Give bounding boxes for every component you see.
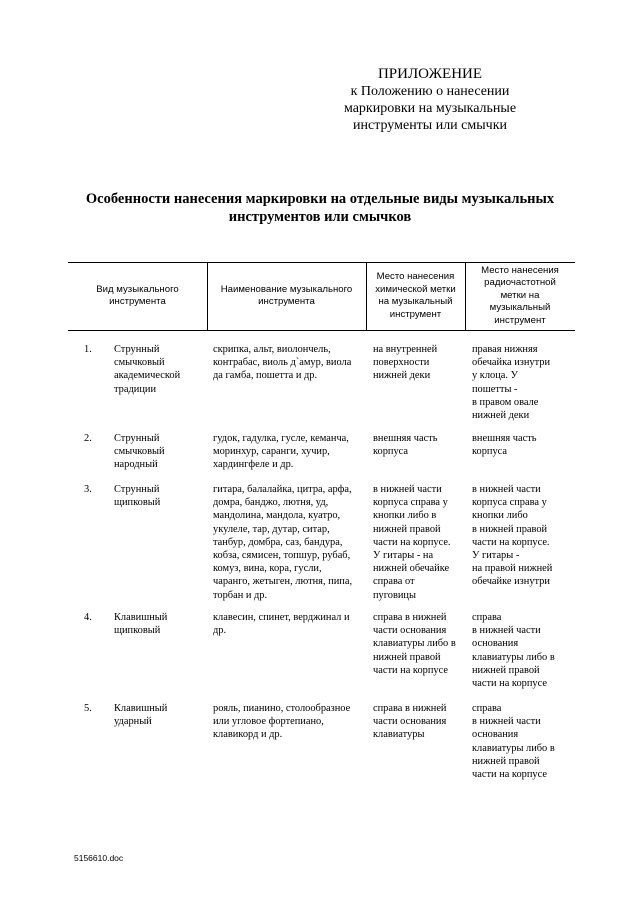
header-instrument-type: Вид музыкального инструмента [96, 283, 179, 307]
row-number: 1. [84, 344, 92, 355]
row-number: 3. [84, 484, 92, 495]
document-heading [60, 190, 580, 226]
row-number: 5. [84, 703, 92, 714]
document-filename: 5156610.doc [74, 853, 124, 863]
header-instrument-name: Наименование музыкального инструмента [220, 283, 353, 307]
row-radio-mark-location: справа в нижней части основания клавиатуры либо в нижней правой части на корпусе [472, 612, 555, 690]
header-radio-mark: Место нанесения радиочастотной метки на музыкальный инструмент [481, 264, 559, 326]
row-instrument-type: Клавишный щипковый [114, 612, 168, 637]
row-instrument-type: Струнный щипковый [114, 484, 161, 509]
row-radio-mark-location: справа в нижней части основания клавиатуры либо в нижней правой части на корпусе [472, 703, 555, 781]
row-number: 4. [84, 612, 92, 623]
row-number: 2. [84, 433, 92, 444]
row-instrument-type: Струнный смычковый академической традиции [114, 344, 181, 395]
row-instrument-type: Струнный смычковый народный [114, 433, 165, 471]
row-chemical-mark-location: на внутренней поверхности нижней деки [373, 344, 438, 382]
table-header-bottom-rule [68, 330, 575, 331]
heading-line-1: Особенности нанесения маркировки на отдельные виды музыкальных [85, 191, 555, 207]
row-instrument-names: клавесин, спинет, верджинал и др. [213, 612, 350, 637]
row-chemical-mark-location: справа в нижней части основания клавиатуры [373, 703, 447, 741]
row-radio-mark-location: правая нижняя обечайка изнутри у клоца. У пошетты - в правом овале нижней деки [472, 344, 551, 422]
row-instrument-type: Клавишный ударный [114, 703, 168, 728]
heading-line-2: инструментов или смычков [228, 209, 412, 225]
row-instrument-names: рояль, пианино, столообразное или угловое фортепиано, клавикорд и др. [213, 703, 351, 741]
appendix-line: к Положению о нанесении [350, 84, 510, 99]
appendix-block [330, 66, 530, 134]
appendix-line: маркировки на музыкальные [343, 101, 517, 116]
row-radio-mark-location: внешняя часть корпуса [472, 433, 537, 458]
appendix-line: инструменты или смычки [353, 118, 507, 133]
row-chemical-mark-location: внешняя часть корпуса [373, 433, 438, 458]
row-instrument-names: скрипка, альт, виолончель, контрабас, виоль д`амур, виола да гамба, пошетта и др. [213, 344, 352, 382]
row-radio-mark-location: в нижней части корпуса справа у кнопки либо в нижней правой части на корпусе. У гитары - на правой нижней обечайке изнутри [472, 484, 553, 588]
row-instrument-names: гудок, гадулка, гусле, кеманча, моринхур, саранги, хучир, хардингфеле и др. [213, 433, 349, 471]
row-chemical-mark-location: справа в нижней части основания клавиатуры либо в нижней правой части на корпусе [373, 612, 456, 676]
header-chemical-mark: Место нанесения химической метки на музыкальный инструмент [375, 271, 456, 320]
row-instrument-names: гитара, балалайка, цитра, арфа, домра, банджо, лютня, уд, мандолина, мандола, куатро, укулеле, тар, дутар, ситар, танбур, домбра, саз, бандура, кобза, сямисен, топшур, рубаб, комуз, вина, кора, гусли, чаранго, жетыген, лютня, пипа, торбан и др. [213, 484, 353, 601]
row-chemical-mark-location: в нижней части корпуса справа у кнопки либо в нижней правой части на корпусе. У гитары - на нижней обечайке справа от пуговицы [373, 484, 451, 601]
appendix-title: ПРИЛОЖЕНИЕ [377, 66, 483, 82]
